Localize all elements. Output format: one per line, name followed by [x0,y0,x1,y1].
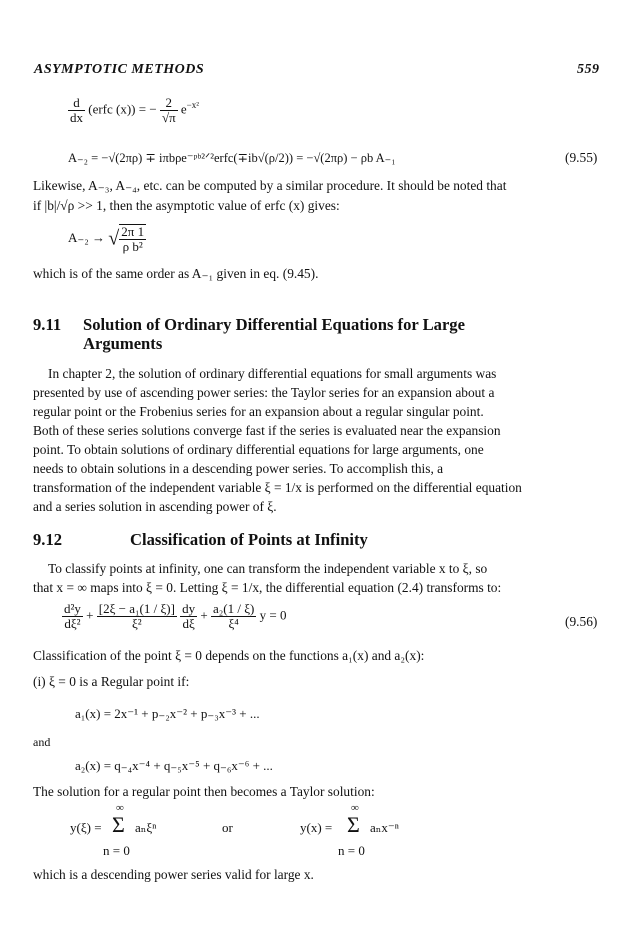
term-d2y: $\frac{\text{d²y}}{\text{dξ²}}$ [64,601,81,631]
p3-line-4: Both of these series solutions converge fast if the series is evaluated near the expansion [33,423,501,438]
paragraph-likewise-line1: Likewise, A₋₃, A₋₄, etc. can be computed by a similar procedure. It should be noted that [33,178,507,193]
p3-line-3: regular point or the Frobenius series for an expansion about a regular singular point. [33,404,484,419]
p4-line-1: To classify points at infinity, one can transform the independent variable x to ξ, so [48,561,488,576]
p3-line-5: point. To obtain solutions of ordinary differential equations for large arguments, one [33,442,484,457]
equation-number-9-56: (9.56) [565,614,598,629]
equation-a2: a₂(x) = q₋₄x⁻⁴ + q₋₅x⁻⁵ + q₋₆x⁻⁶ + ... [75,758,273,773]
section-title-9-11-line1: Solution of Ordinary Differential Equations for Large [83,315,465,334]
p3-line-2: presented by use of ascending power series: the Taylor series for an expansion about a [33,385,495,400]
p3-line-8: and a series solution in ascending power of ξ. [33,499,277,514]
paragraph-likewise-line2: if |b|/√ρ >> 1, then the asymptotic value of erfc (x) gives: [33,198,340,213]
equation-erfc-derivative: $\frac{d}{dx}$ (erfc (x)) = − $\frac{2}{√\pi}$ $e^{-x^2}$ [70,95,199,125]
paragraph-classification: Classification of the point ξ = 0 depends on the functions a₁(x) and a₂(x): [33,648,425,663]
paragraph-regular-point: (i) ξ = 0 is a Regular point if: [33,674,190,689]
p3-line-6: needs to obtain solutions in a descending power series. To accomplish this, a [33,461,444,476]
running-header: ASYMPTOTIC METHODS [34,62,205,77]
series-lhs-2: y(x) = [300,820,333,835]
sigma-icon: Σ [112,812,125,837]
equation-9-56: $\frac{\text{d²y}}{\text{dξ²}}$ + $\frac{\text{[2ξ − a₁(1 / ξ)]}}{\text{ξ²}}$ $\frac{dy}{d\xi}$ + $\frac{\text{a₂(1 / ξ)}}{\text{ξ⁴}}$ y = 0 [64,601,287,631]
erfc-lhs: (erfc (x)) = − [88,101,157,117]
section-title-9-12: Classification of Points at Infinity [130,530,368,549]
equation-number-9-55: (9.55) [565,150,598,165]
fraction-d-dx: $\frac{d}{dx}$ [70,95,83,125]
p3-line-7: transformation of the independent variable ξ = 1/x is performed on the differential equation [33,480,522,495]
paragraph-descending-series: which is a descending power series valid for large x. [33,867,314,882]
sum1-upper-limit: ∞ [116,802,124,814]
p4-line-2: that x = ∞ maps into ξ = 0. Letting ξ = 1/x, the differential equation (2.4) transforms to: [33,580,502,595]
term-a2: $\frac{\text{a₂(1 / ξ)}}{\text{ξ⁴}}$ [213,601,255,631]
equation-a1: a₁(x) = 2x⁻¹ + p₋₂x⁻² + p₋₃x⁻³ + ... [75,706,260,721]
sum2-upper-limit: ∞ [351,802,359,814]
section-number-9-12: 9.12 [33,530,63,549]
sum2-lower-limit: n = 0 [338,843,365,858]
paragraph-same-order: which is of the same order as A₋₁ given in eq. (9.45). [33,266,319,281]
fraction-2pi-rho-b2: $\frac{2\pi 1}{\text{ρ b²}}$ [121,224,145,254]
sigma-icon: Σ [347,812,360,837]
word-or: or [222,820,233,835]
equation-asymptotic-a2 [68,224,146,254]
fraction-2-sqrtpi: $\frac{2}{√\pi}$ [161,95,176,125]
sum2-body: aₙx⁻ⁿ [370,820,399,835]
equation-9-55: A₋₂ = −√(2πρ) ∓ iπbρe⁻ᵖᵇ²ᐟ²erfc(∓ib√(ρ/2)) = −√(2πρ) − ρb A₋₁ [68,151,396,165]
asym-lhs: A₋₂ → [68,229,106,245]
section-title-9-11-line2: Arguments [83,334,163,353]
paragraph-taylor-solution: The solution for a regular point then becomes a Taylor solution: [33,784,375,799]
p3-line-1: In chapter 2, the solution of ordinary differential equations for small arguments was [48,366,497,381]
sqrt-symbol: √ [108,227,120,250]
word-and: and [33,735,51,749]
term-dy: $\frac{dy}{d\xi}$ [182,601,196,631]
term-bracket: $\frac{\text{[2ξ − a₁(1 / ξ)]}}{\text{ξ²}}$ [98,601,175,631]
sum1-lower-limit: n = 0 [103,843,130,858]
section-number-9-11: 9.11 [33,315,62,334]
sum1-body: aₙξⁿ [135,820,157,835]
page-number: 559 [577,62,600,77]
series-lhs-1: y(ξ) = [70,820,102,835]
